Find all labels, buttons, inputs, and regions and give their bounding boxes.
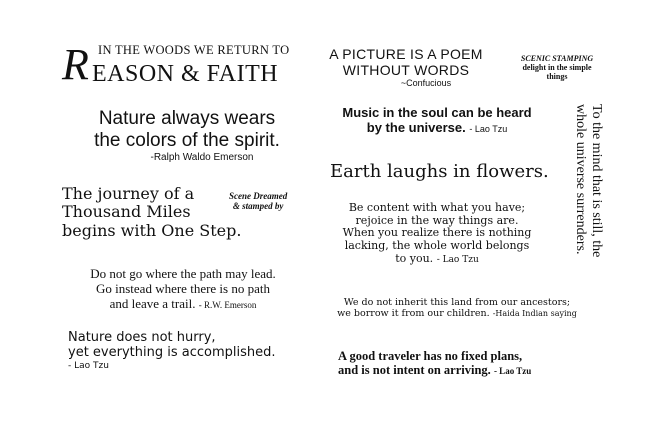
quote-music-soul-line2-wrap [322,121,552,136]
quote-traveler-line2: and is not intent on arriving. [338,363,491,378]
quote-emerson-nature-line1: Nature always wears [98,108,276,129]
quote-earth-laughs-text: Earth laughs in flowers. [330,161,549,182]
scenic-stamping-line1: SCENIC STAMPING [520,54,594,63]
quote-be-content-attribution: - Lao Tzu [436,254,479,265]
scenic-stamping-line2: delight in the simple [522,63,592,73]
quote-reason-faith [60,40,300,91]
quote-inherit-attribution: -Haida Indian saying [492,308,577,318]
quote-path-line3-wrap [58,297,308,312]
quote-music-soul [322,106,552,136]
quote-inherit [316,298,598,320]
quote-picture-poem-line1: A PICTURE IS A POEM [329,46,483,62]
quote-journey-line1: The journey of a [62,184,195,203]
quote-reason-faith-line1: IN THE WOODS WE RETURN TO [98,43,290,57]
quote-be-content-line5: to you. [395,251,434,265]
quote-earth-laughs [330,162,549,183]
quote-journey-line3: begins with One Step. [62,220,242,240]
scene-dreamed-line1: Scene Dreamed [229,191,288,201]
quote-traveler-line2-wrap [338,363,531,377]
quote-traveler-attribution: - Lao Tzu [493,366,532,377]
scenic-stamping-line3: things [546,72,568,82]
quote-no-hurry-line2: yet everything is accomplished. [68,344,276,360]
quote-path [58,267,308,312]
quote-picture-poem [318,46,494,89]
quote-be-content-line1: Be content with what you have; [348,201,526,214]
quote-be-content-line4: lacking, the whole world belongs [344,238,530,252]
scene-dreamed-line2: & stamped by [232,201,284,212]
quote-be-content-line3: When you realize there is nothing [342,226,532,240]
quote-no-hurry-attribution: - Lao Tzu [68,360,109,371]
quote-emerson-nature [72,108,302,163]
quote-picture-poem-attribution: ~Confucious [400,78,452,89]
quote-path-line3: and leave a trail. [109,295,196,311]
scene-dreamed-label [229,191,287,212]
quote-music-soul-line2: by the universe. [366,119,466,135]
quote-inherit-line2-wrap [316,309,598,320]
quote-journey [62,185,241,240]
quote-be-content [322,202,552,265]
quote-be-content-line2: rejoice in the way things are. [355,213,519,227]
quote-no-hurry [68,331,276,371]
quote-traveler-line1: A good traveler has no fixed plans, [338,349,523,363]
quote-still-mind-line1: To the mind that is still, the [589,104,605,258]
quote-traveler [338,349,531,378]
quote-reason-faith-big-r: R [62,40,89,89]
quote-emerson-nature-attribution: -Ralph Waldo Emerson [150,151,254,163]
quote-be-content-line5-wrap [322,253,552,266]
quote-still-mind [572,104,604,284]
quote-journey-line2: Thousand Miles [62,202,191,222]
quote-no-hurry-line1: Nature does not hurry, [68,330,216,345]
quote-reason-faith-line2: EASON & FAITH [92,61,279,87]
quote-path-line1: Do not go where the path may lead. [90,266,276,281]
quote-picture-poem-line2: WITHOUT WORDS [342,62,470,79]
quote-path-line2: Go instead where there is no path [95,280,270,296]
quote-emerson-nature-line2: the colors of the spirit. [94,129,280,151]
quote-music-soul-line1: Music in the soul can be heard [342,105,532,120]
quote-inherit-line2: we borrow it from our children. [337,307,490,319]
quote-still-mind-line2: whole universe surrenders. [573,104,589,255]
quote-music-soul-attribution: - Lao Tzu [469,123,508,134]
quote-inherit-line1: We do not inherit this land from our ancestors; [343,297,571,308]
scenic-stamping-label [502,54,612,82]
quote-path-attribution: - R.W. Emerson [198,299,257,310]
